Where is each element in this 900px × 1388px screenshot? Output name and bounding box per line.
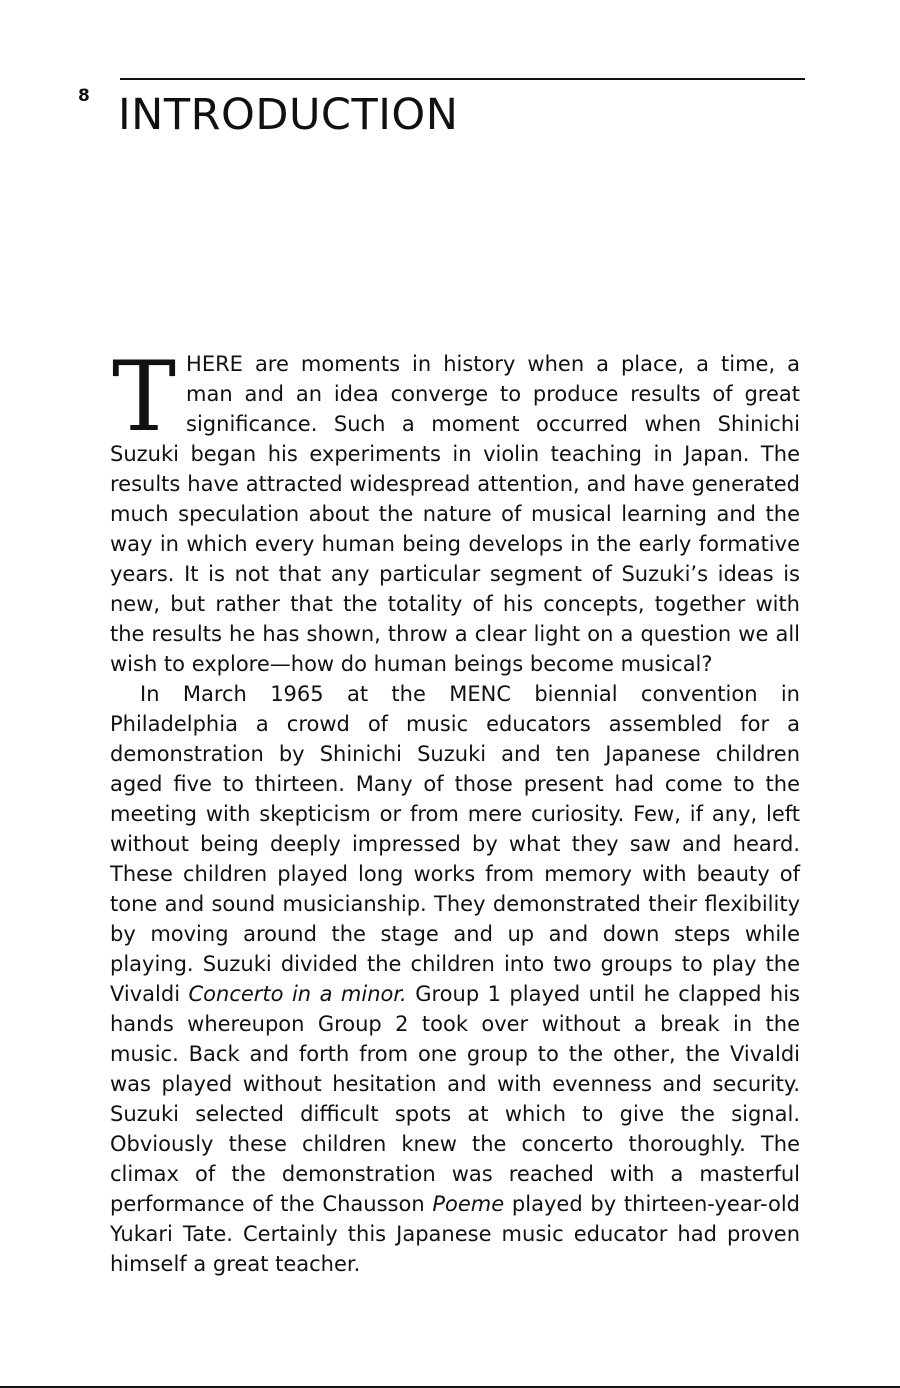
paragraph-2-text-b: Group 1 played until he clapped his hands whereupon Group 2 took over without a break in the music. Back and forth from one group to the other, the Vivaldi was played without hesitation and with evenness and security. Suzuki selected difficult spots at which to give the signal. Obviously these children knew the concerto thoroughly. The climax of the demonstration was reached with a masterful performance of the Chausson xyxy=(110,982,800,1216)
paragraph-1 xyxy=(110,341,800,679)
paragraph-2 xyxy=(110,679,800,1279)
paragraph-1-text: HERE are moments in history when a place, a time, a man and an idea converge to produce results of great significance. Such a moment occurred when Shinichi Suzuki began his experiments in violin teaching in Japan. The results have attracted widespread attention, and have generated much speculation about the nature of musical learning and the way in which every human being develops in the early formative years. It is not that any particular segment of Suzuki’s ideas is new, but rather that the totality of his concepts, together with the results he has shown, throw a clear light on a question we all wish to explore—how do human beings become musical? xyxy=(110,352,800,676)
paragraph-2-text-c: played by thirteen-year-old Yukari Tate. Certainly this Japanese music educator had proven himself a great teacher. xyxy=(110,1192,800,1276)
chapter-title: INTRODUCTION xyxy=(118,90,459,140)
concerto-title: Concerto in a minor. xyxy=(188,982,407,1006)
body-text xyxy=(110,341,800,1279)
poeme-title: Poeme xyxy=(432,1192,505,1216)
header-rule xyxy=(120,78,805,80)
page-number: 8 xyxy=(78,86,90,106)
drop-cap: T xyxy=(112,341,177,453)
paragraph-2-text-a: In March 1965 at the MENC biennial convention in Philadelphia a crowd of music educators assembled for a demonstration by Shinichi Suzuki and ten Japanese children aged five to thirteen. Many of those present had come to the meeting with skepticism or from mere curiosity. Few, if any, left without being deeply impressed by what they saw and heard. These children played long works from memory with beauty of tone and sound musicianship. They demonstrated their flexibility by moving around the stage and up and down steps while playing. Suzuki divided the children into two groups to play the Vivaldi xyxy=(110,682,800,1006)
